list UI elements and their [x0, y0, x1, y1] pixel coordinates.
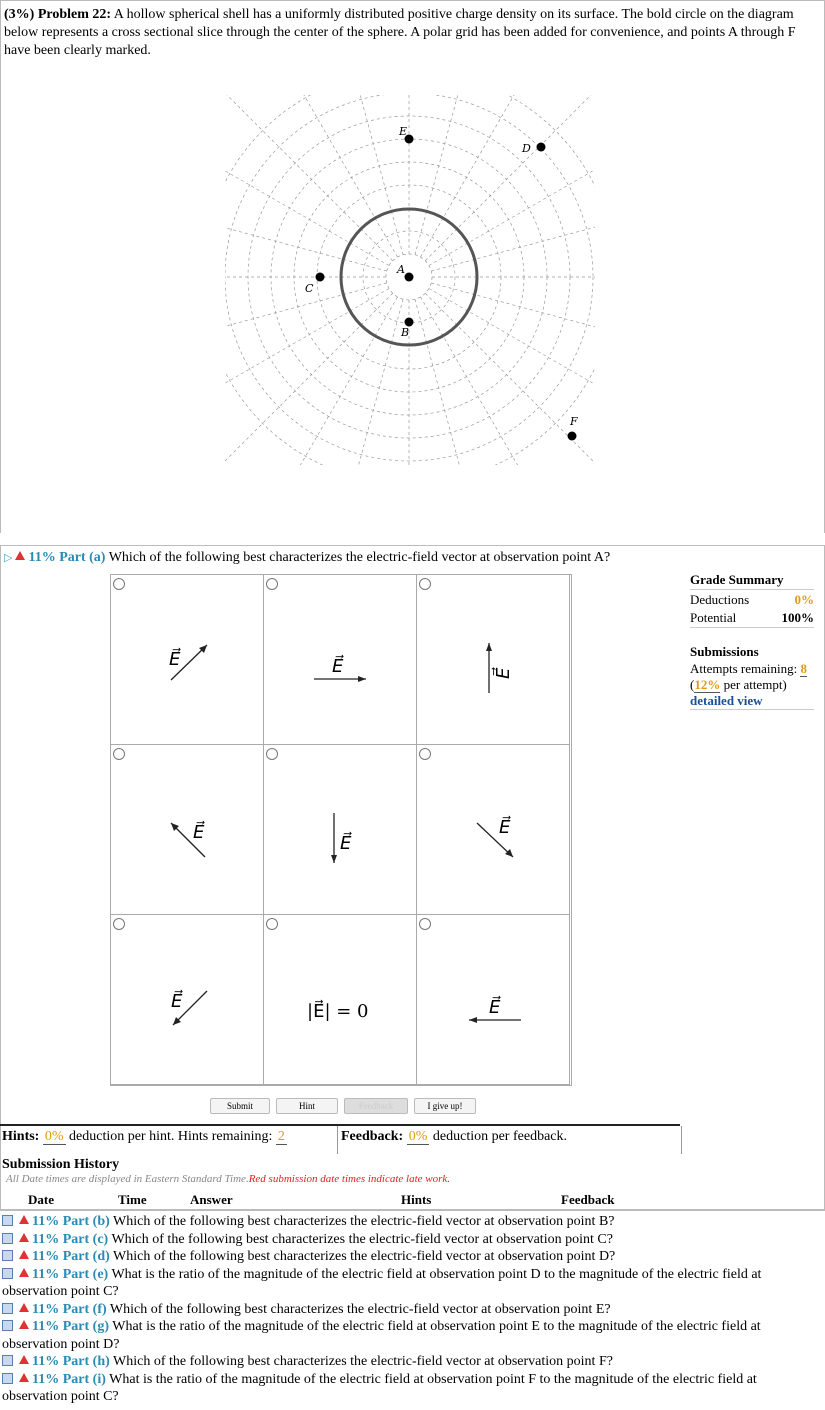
- part-question: What is the ratio of the magnitude of the electric field at observation point F to the magnitude of the electric field at observation point C?: [2, 1371, 757, 1404]
- submissions-title: Submissions: [690, 644, 759, 659]
- option-down[interactable]: [264, 745, 417, 915]
- collapsed-part-row[interactable]: [2, 1213, 817, 1231]
- point-label-C: C: [305, 282, 314, 295]
- collapsed-part-row[interactable]: [2, 1353, 817, 1371]
- document-icon: [2, 1320, 13, 1331]
- document-icon: [2, 1303, 13, 1314]
- part-label: 11% Part (h): [32, 1354, 110, 1369]
- part-question: Which of the following best characterizes the electric-field vector at observation point F?: [113, 1354, 613, 1369]
- option-down-right[interactable]: [417, 745, 570, 915]
- part-a-question: Which of the following best characterizes the electric-field vector at observation point A?: [108, 550, 611, 565]
- grid-spoke: [431, 283, 595, 344]
- grid-spoke: [225, 147, 389, 266]
- document-icon: [2, 1355, 13, 1366]
- option-up-right[interactable]: [111, 575, 264, 745]
- hint-button[interactable]: Hint: [276, 1098, 338, 1114]
- point-C: [316, 273, 325, 282]
- potential-row: Potential 100%: [690, 610, 814, 628]
- part-label: 11% Part (b): [32, 1214, 110, 1229]
- grid-spoke: [421, 297, 540, 465]
- part-question: What is the ratio of the magnitude of the electric field at observation point E to the magnitude of the electric field at observation point D?: [2, 1319, 761, 1352]
- warning-icon: [19, 1268, 29, 1277]
- warning-icon: [19, 1355, 29, 1364]
- col-answer: Answer: [190, 1192, 233, 1207]
- point-D: [537, 143, 546, 152]
- collapsed-part-row[interactable]: [2, 1318, 817, 1353]
- point-label-F: F: [570, 415, 578, 428]
- document-icon: [2, 1373, 13, 1384]
- svg-text:|E⃗| = 0: |E⃗| = 0: [307, 1001, 369, 1022]
- warning-icon: [19, 1303, 29, 1312]
- action-buttons: [210, 1098, 476, 1114]
- svg-text:E⃗: E⃗: [340, 833, 352, 854]
- zero-field-label: [264, 915, 417, 1085]
- warning-icon: [19, 1233, 29, 1242]
- answer-options-grid: [110, 574, 572, 1086]
- grid-spoke: [425, 95, 593, 261]
- attempts-remaining: Attempts remaining: 8: [690, 661, 807, 676]
- detailed-view-link[interactable]: detailed view: [690, 693, 814, 710]
- grade-summary-panel: [690, 572, 814, 710]
- option-right[interactable]: [264, 575, 417, 745]
- arrow-right: [264, 575, 417, 745]
- point-A: [405, 273, 414, 282]
- part-a-label: 11% Part (a): [28, 550, 106, 565]
- grade-summary-title: Grade Summary: [690, 572, 814, 590]
- part-question: Which of the following best characterizes the electric-field vector at observation point E?: [109, 1301, 611, 1317]
- option-up-left[interactable]: [111, 745, 264, 915]
- grid-spoke: [342, 95, 403, 255]
- part-label: 11% Part (f): [32, 1301, 107, 1317]
- part-question: Which of the following best characterizes the electric-field vector at observation point C?: [111, 1231, 613, 1247]
- col-feedback: Feedback: [561, 1192, 615, 1207]
- arrow-up-left: [111, 745, 264, 915]
- arrow-down: [264, 745, 417, 915]
- part-label: 11% Part (e): [32, 1266, 109, 1282]
- option-zero[interactable]: [264, 915, 417, 1085]
- option-left[interactable]: [417, 915, 570, 1085]
- arrow-down-right: [417, 745, 570, 915]
- collapsed-part-row[interactable]: [2, 1301, 817, 1319]
- grid-spoke: [225, 289, 389, 408]
- hints-feedback-row: [0, 1124, 680, 1154]
- part-question: What is the ratio of the magnitude of the electric field at observation point D to the magnitude of the electric field at observation point C?: [2, 1266, 762, 1299]
- per-attempt: (12% per attempt): [690, 677, 787, 692]
- grid-spoke: [225, 293, 393, 461]
- hints-info: Hints: 0% deduction per hint. Hints remaining: 2: [2, 1129, 285, 1144]
- grid-spoke: [429, 289, 595, 408]
- grid-spoke: [279, 95, 398, 257]
- document-icon: [2, 1268, 13, 1279]
- document-icon: [2, 1215, 13, 1226]
- submission-history: [2, 1157, 450, 1185]
- option-down-left[interactable]: [111, 915, 264, 1085]
- part-label: 11% Part (d): [32, 1249, 110, 1264]
- problem-text: A hollow spherical shell has a uniformly distributed positive charge density on its surface. The bold circle on the diagram below represents a cross sectional slice through the center of the sphere. A polar grid has been added for convenience, and points A through F have been clearly marked.: [4, 7, 796, 58]
- warning-icon: [15, 551, 25, 560]
- other-parts-list: [2, 1213, 817, 1406]
- svg-text:E⃗: E⃗: [169, 649, 181, 670]
- warning-icon: [19, 1250, 29, 1259]
- part-label: 11% Part (g): [32, 1319, 109, 1334]
- warning-icon: [19, 1320, 29, 1329]
- feedback-button: Feedback: [344, 1098, 408, 1114]
- svg-text:E⃗: E⃗: [493, 667, 514, 679]
- svg-text:E⃗: E⃗: [171, 991, 183, 1012]
- document-icon: [2, 1250, 13, 1261]
- problem-prefix: (3%) Problem 22:: [4, 7, 112, 22]
- problem-statement: [4, 6, 814, 60]
- grid-spoke: [415, 299, 476, 465]
- col-date: Date: [28, 1192, 54, 1207]
- grid-spoke: [431, 210, 595, 271]
- deductions-row: Deductions 0%: [690, 592, 814, 607]
- part-question: Which of the following best characterizes the electric-field vector at observation point B?: [113, 1214, 615, 1229]
- svg-text:E⃗: E⃗: [499, 817, 511, 838]
- part-label: 11% Part (c): [32, 1231, 109, 1247]
- grid-spoke: [225, 210, 387, 271]
- collapsed-part-row[interactable]: [2, 1231, 817, 1249]
- part-a-header[interactable]: [4, 550, 610, 566]
- point-F: [568, 432, 577, 441]
- part-question: Which of the following best characterizes the electric-field vector at observation point D?: [113, 1249, 616, 1264]
- arrow-down-left: [111, 915, 264, 1085]
- point-label-B: B: [401, 326, 410, 339]
- point-label-A: A: [397, 263, 405, 276]
- feedback-info: Feedback: 0% deduction per feedback.: [341, 1129, 567, 1144]
- grid-spoke: [429, 147, 595, 266]
- part-label: 11% Part (i): [32, 1371, 106, 1387]
- point-label-E: E: [399, 125, 408, 138]
- svg-text:E⃗: E⃗: [332, 656, 344, 677]
- svg-text:E⃗: E⃗: [193, 822, 205, 843]
- arrow-up-right: [111, 575, 264, 745]
- point-label-D: D: [522, 142, 531, 155]
- polar-grid-diagram: [225, 95, 595, 465]
- warning-icon: [19, 1215, 29, 1224]
- submit-button[interactable]: Submit: [210, 1098, 270, 1114]
- grid-spoke: [342, 299, 403, 465]
- give-up-button[interactable]: I give up!: [414, 1098, 476, 1114]
- collapsed-part-row[interactable]: [2, 1371, 817, 1406]
- timezone-note: All Date times are displayed in Eastern Standard Time.Red submission date times indicate late work.: [6, 1173, 451, 1185]
- col-hints: Hints: [401, 1192, 432, 1207]
- submission-history-title: Submission History: [2, 1157, 120, 1172]
- col-time: Time: [118, 1192, 147, 1207]
- arrow-left: [417, 915, 570, 1085]
- grid-spoke: [415, 95, 476, 255]
- expand-triangle-icon[interactable]: ▷: [4, 552, 13, 564]
- arrow-up: [417, 575, 570, 745]
- grid-spoke: [225, 95, 393, 261]
- collapsed-part-row[interactable]: [2, 1266, 817, 1301]
- grid-spoke: [421, 95, 540, 257]
- option-up[interactable]: [417, 575, 570, 745]
- grid-spoke: [279, 297, 398, 465]
- collapsed-part-row[interactable]: [2, 1248, 817, 1266]
- warning-icon: [19, 1373, 29, 1382]
- document-icon: [2, 1233, 13, 1244]
- svg-text:E⃗: E⃗: [489, 997, 501, 1018]
